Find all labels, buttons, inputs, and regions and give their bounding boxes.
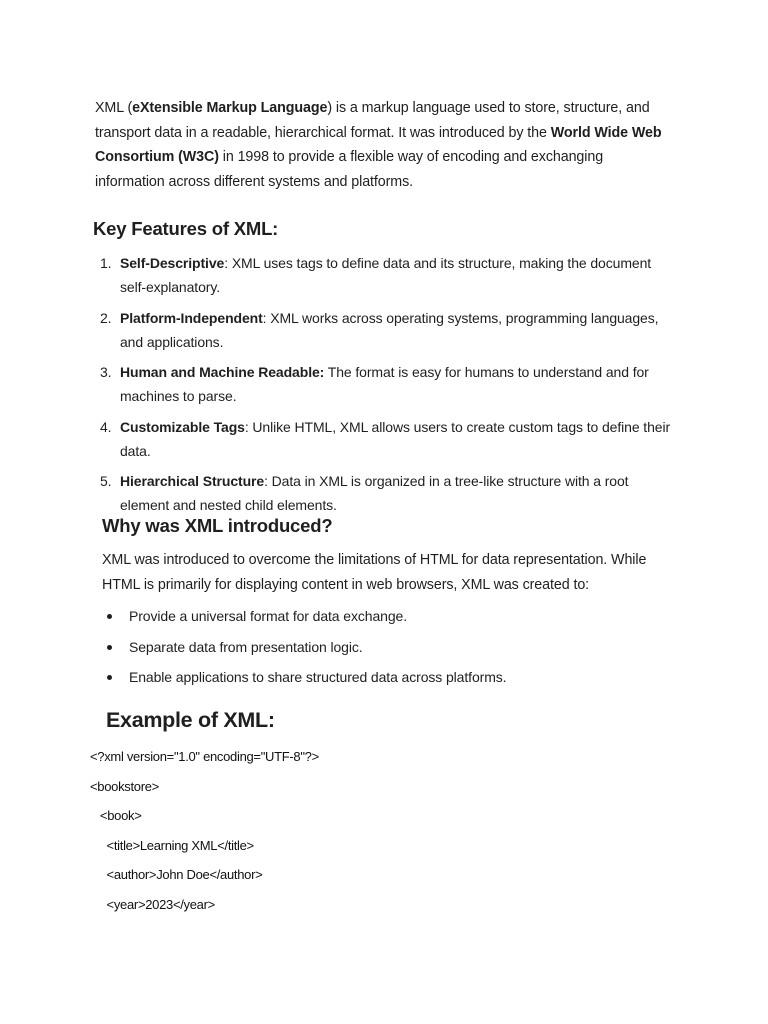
bullet-item (102, 604, 682, 628)
bullet-item (102, 635, 682, 659)
example-heading: Example of XML: (106, 708, 275, 732)
feature-term: Self-Descriptive (120, 255, 225, 271)
bullet-text: Enable applications to share structured data across platforms. (129, 669, 507, 686)
xml-code-block (90, 745, 319, 922)
why-heading: Why was XML introduced? (102, 515, 333, 536)
feature-number: 3. (100, 364, 112, 380)
feature-term: Hierarchical Structure (120, 473, 265, 489)
feature-text: The format is easy for humans to understand and for machines to parse. (120, 364, 649, 404)
feature-text: : Data in XML is organized in a tree-like structure with a root element and nested child elements. (120, 473, 629, 513)
key-features-list (95, 251, 680, 524)
intro-paragraph (95, 96, 675, 194)
bullet-text: Provide a universal format for data exchange. (129, 608, 407, 624)
code-line: <author>John Doe</author> (90, 867, 263, 882)
feature-item (95, 306, 680, 354)
code-line: <title>Learning XML</title> (90, 837, 254, 853)
code-line: <year>2023</year> (90, 896, 215, 912)
feature-number: 1. (100, 255, 112, 271)
intro-text-1: XML ( (95, 100, 133, 116)
key-features-heading: Key Features of XML: (93, 218, 279, 239)
feature-term: Platform-Independent (120, 309, 263, 326)
intro-text-2: ) is a markup language used to store, structure, and transport data in a readable, hierarchical format. It was introduced by the (95, 100, 650, 141)
intro-term-w3c: World Wide Web Consortium (W3C) (95, 124, 662, 165)
bullet-dot-icon (107, 645, 112, 650)
why-bullet-list (102, 604, 682, 696)
intro-text-3: in 1998 to provide a flexible way of encoding and exchanging information across different systems and platforms. (95, 149, 604, 190)
bullet-dot-icon (107, 614, 112, 619)
bullet-text: Separate data from presentation logic. (129, 638, 363, 655)
feature-text: : XML works across operating systems, programming languages, and applications. (120, 309, 659, 350)
feature-number: 2. (100, 309, 112, 326)
code-line: <book> (90, 808, 142, 823)
bullet-dot-icon (107, 675, 112, 680)
intro-term-xml: eXtensible Markup Language (132, 100, 328, 116)
feature-number: 4. (100, 418, 112, 435)
feature-item (95, 469, 680, 517)
feature-term: Customizable Tags (120, 418, 245, 435)
code-line: <bookstore> (90, 778, 159, 794)
bullet-item (102, 665, 682, 689)
feature-term: Human and Machine Readable: (120, 364, 325, 380)
feature-item (95, 251, 680, 299)
feature-item (95, 415, 680, 463)
feature-text: : XML uses tags to define data and its structure, making the document self-explanatory. (120, 255, 652, 295)
feature-text: : Unlike HTML, XML allows users to create custom tags to define their data. (120, 418, 671, 459)
feature-number: 5. (100, 473, 112, 489)
feature-item (95, 360, 680, 408)
why-paragraph: XML was introduced to overcome the limitations of HTML for data representation. While HTML is primarily for displaying content in web browsers, XML was created to: (102, 552, 647, 593)
code-line: <?xml version="1.0" encoding="UTF-8"?> (90, 749, 319, 764)
